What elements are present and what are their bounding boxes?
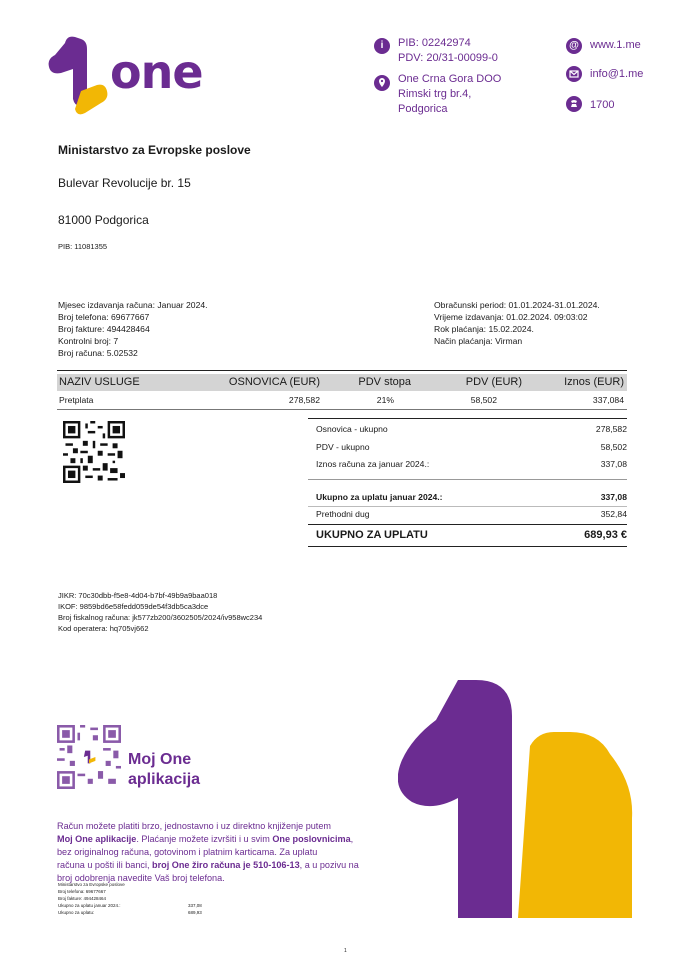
cell-iznos: 337,084 (592, 395, 624, 405)
slip-line: Ukupno za uplatu: (58, 910, 95, 915)
summary-osnovica-label: Osnovica - ukupno (316, 424, 388, 434)
meta-line: Broj fakture: 494428464 (58, 324, 150, 334)
meta-line: Mjesec izdavanja računa: Januar 2024. (58, 300, 208, 310)
cell-pdv: 58,502 (470, 395, 497, 405)
instr-text: . Plaćanje možete izvršiti i u svim (136, 834, 273, 844)
summary-mid-rule (308, 479, 627, 480)
summary-za-uplatu-value: 337,08 (600, 492, 627, 502)
instr-line: Račun možete platiti brzo, jednostavno i uz direktno knjiženje putem (57, 821, 331, 831)
company-web[interactable]: www.1.me (590, 39, 641, 51)
brand-logo (45, 33, 220, 118)
slip-line: Ukupno za uplatu januar 2024.: (58, 903, 121, 908)
invoice-meta-right (434, 299, 600, 347)
payment-slip-stub (58, 881, 218, 916)
app-title-line2: aplikacija (128, 771, 201, 788)
summary-total-label: UKUPNO ZA UPLATU (316, 529, 428, 541)
app-qr-code (57, 725, 121, 789)
recipient-city: 81000 Podgorica (58, 213, 149, 227)
fiscal-info (58, 590, 262, 634)
table-row (57, 393, 627, 408)
recipient-pib: PIB: 11081355 (58, 242, 108, 251)
summary-total-value: 689,93 € (584, 529, 627, 541)
slip-value: 689,93 (188, 910, 202, 915)
meta-line: Vrijeme izdavanja: 01.02.2024. 09:03:02 (434, 312, 588, 322)
table-bottom-rule (57, 409, 627, 410)
summary-za-uplatu-label: Ukupno za uplatu januar 2024.: (316, 492, 443, 502)
meta-line: Način plaćanja: Virman (434, 336, 523, 346)
one-logo-icon (45, 33, 110, 118)
table-top-rule (57, 370, 627, 371)
summary-osnovica-value: 278,582 (595, 424, 627, 434)
col-osnovica: OSNOVICA (EUR) (228, 376, 320, 388)
slip-line: Ministarstvo za Evropske poslove (58, 882, 125, 887)
col-iznos: Iznos (EUR) (564, 376, 624, 388)
summary-iznos-value: 337,08 (600, 459, 627, 469)
recipient-name: Ministarstvo za Evropske poslove (58, 143, 251, 157)
page-number: 1 (344, 948, 347, 954)
payment-instructions (57, 820, 387, 885)
meta-line: Rok plaćanja: 15.02.2024. (434, 324, 534, 334)
info-icon: i (374, 38, 390, 54)
summary-iznos-label: Iznos računa za januar 2024.: (316, 459, 430, 469)
recipient-street: Bulevar Revolucije br. 15 (58, 176, 191, 190)
meta-line: Broj telefona: 69677667 (58, 312, 150, 322)
instr-line: bez originalnog računa, gotovinom i platnim karticama. Za uplatu (57, 847, 318, 857)
company-city: Podgorica (398, 103, 448, 115)
summary-total-rule (308, 524, 627, 525)
cell-stopa: 21% (376, 395, 394, 405)
slip-value: 337,08 (188, 903, 202, 908)
summary-pdv-value: 58,502 (600, 442, 627, 452)
company-pib: PIB: 02242974 (398, 37, 471, 49)
fiscal-number: Broj fiskalnog računa: jk577zb200/3602505/2024/iv958wc234 (58, 613, 263, 622)
app-title-line1: Moj One (128, 751, 192, 768)
decorative-one-graphic (398, 680, 634, 918)
company-pdv: PDV: 20/31-00099-0 (398, 52, 498, 64)
instr-text: , a u pozivu na (299, 860, 359, 870)
summary-box (308, 412, 627, 547)
company-name: One Crna Gora DOO (398, 73, 502, 85)
fiscal-jikr: JIKR: 70c30dbb-f5e8-4d04-b7bf-49b9a9baa018 (58, 591, 218, 600)
app-title (128, 750, 200, 790)
location-icon (374, 75, 390, 91)
logo-wordmark: one (110, 45, 203, 99)
col-pdv: PDV (EUR) (465, 376, 522, 388)
web-icon: @ (566, 38, 582, 54)
fiscal-operator: Kod operatera: hq705vj662 (58, 624, 149, 633)
instr-bold: Moj One aplikacije (57, 834, 137, 844)
email-icon (566, 66, 582, 82)
slip-line: Broj telefona: 69677667 (58, 889, 106, 894)
slip-line: Broj fakture: 494428464 (58, 896, 107, 901)
fiscal-ikof: IKOF: 9859bd6e58fedd059de54f3db5ca3dce (58, 602, 209, 611)
company-phone: 1700 (590, 99, 615, 111)
phone-icon (566, 96, 582, 112)
cell-naziv: Pretplata (59, 395, 94, 405)
company-email[interactable]: info@1.me (590, 68, 644, 80)
summary-bottom-rule (308, 546, 627, 547)
col-naziv: NAZIV USLUGE (59, 376, 140, 388)
summary-dug-label: Prethodni dug (316, 509, 370, 519)
payment-qr-code (63, 421, 125, 483)
invoice-meta-left (58, 299, 208, 359)
meta-line: Kontrolni broj: 7 (58, 336, 119, 346)
col-pdv-stopa: PDV stopa (358, 376, 411, 388)
summary-pdv-label: PDV - ukupno (316, 442, 370, 452)
meta-line: Obračunski period: 01.01.2024-31.01.2024. (434, 300, 600, 310)
instr-text: , (350, 834, 354, 844)
instr-bold: One poslovnicima (272, 834, 351, 844)
instr-text: računa u pošti ili banci, (57, 860, 153, 870)
summary-rule (308, 506, 627, 507)
instr-bold: broj One žiro računa je 510-106-13 (152, 860, 300, 870)
company-street: Rimski trg br.4, (398, 88, 472, 100)
meta-line: Broj računa: 5.02532 (58, 348, 138, 358)
services-table-header (57, 374, 627, 391)
instr-line: broj odobrenja navedite Vaš broj telefona. (57, 873, 225, 883)
summary-top-rule (308, 418, 627, 419)
summary-dug-value: 352,84 (600, 509, 627, 519)
cell-osnovica: 278,582 (288, 395, 320, 405)
